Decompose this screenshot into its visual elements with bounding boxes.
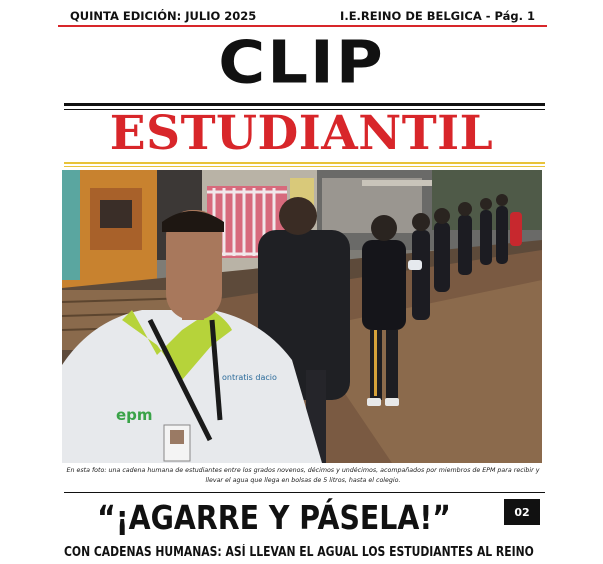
main-photo [62, 170, 542, 463]
vest-text: ontratis dacio [222, 373, 277, 382]
epm-logo-text: epm [116, 406, 153, 424]
edition-rule [58, 25, 547, 27]
masthead-estudiantil: ESTUDIANTIL [109, 106, 494, 161]
masthead-rule-gold [64, 162, 545, 164]
article-headline: “¡AGARRE Y PÁSELA!” [97, 498, 451, 537]
page-number-badge: 02 [504, 499, 540, 525]
article-subheadline: CON CADENAS HUMANAS: ASÍ LLEVAN EL AGUAL LOS ESTUDIANTES AL REINO [64, 545, 534, 560]
masthead-clip: CLIP [218, 29, 385, 98]
edition-label: QUINTA EDICIÓN: JULIO 2025 [70, 9, 257, 23]
photo-caption: En esta foto: una cadena humana de estudiantes entre los grados novenos, décimos y undécimos, acompañados por miembros de EPM para recibir y llevar el agua que llega en bolsas de 5 litros, hasta el colegio. [66, 467, 540, 484]
article-rule [64, 492, 545, 493]
school-page-label: I.E.REINO DE BELGICA - Pág. 1 [340, 9, 535, 23]
edition-bar [58, 6, 547, 26]
masthead-rule-gold-thin [64, 166, 545, 167]
